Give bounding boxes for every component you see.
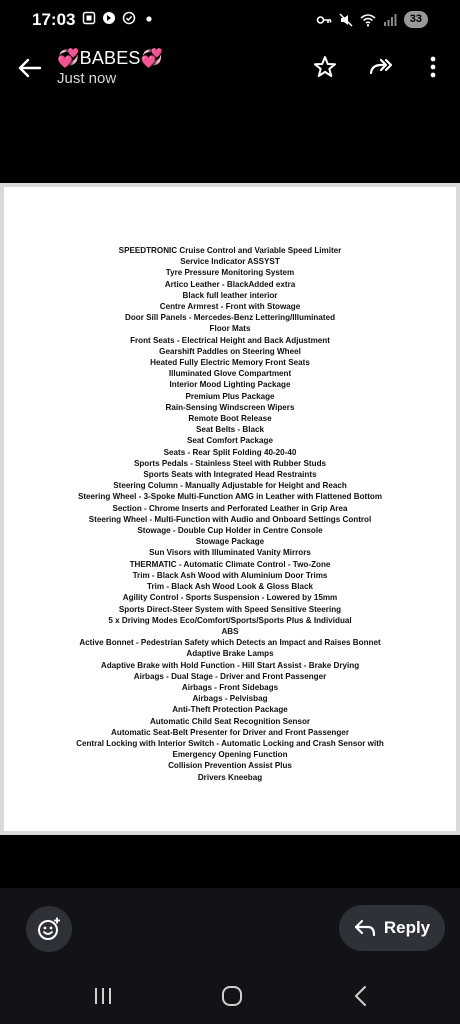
document-line: Section - Chrome Inserts and Perforated Leather in Grip Area: [112, 503, 348, 513]
recents-icon[interactable]: [89, 982, 117, 1010]
message-timestamp: Just now: [57, 70, 117, 87]
document-line: Central Locking with Interior Switch - Automatic Locking and Crash Sensor with: [76, 738, 384, 748]
document-line: Anti-Theft Protection Package: [172, 705, 288, 715]
document-line: Front Seats - Electrical Height and Back Adjustment: [130, 335, 330, 345]
document-text: [4, 245, 456, 783]
document-line: Sports Pedals - Stainless Steel with Rubber Studs: [133, 458, 327, 468]
attachment-viewer[interactable]: [0, 183, 460, 835]
document-line: Remote Boot Release: [188, 414, 272, 424]
document-line: Door Sill Panels - Mercedes-Benz Lettering/Illuminated: [124, 313, 336, 323]
bottom-action-bar: [0, 888, 460, 968]
document-line: Interior Mood Lighting Package: [169, 380, 291, 390]
status-system-icons: [316, 11, 428, 28]
check-circle-icon: [122, 11, 136, 25]
document-line: Sun Visors with Illuminated Vanity Mirrors: [149, 548, 311, 558]
document-line: Steering Wheel - Multi-Function with Audio and Onboard Settings Control: [88, 514, 372, 524]
document-line: 5 x Driving Modes Eco/Comfort/Sports/Sports Plus & Individual: [108, 615, 352, 625]
document-line: Floor Mats: [209, 324, 251, 334]
document-line: Tyre Pressure Monitoring System: [165, 268, 295, 278]
document-line: Stowage - Double Cup Holder in Centre Console: [137, 526, 323, 536]
document-line: Automatic Seat-Belt Presenter for Driver and Front Passenger: [111, 727, 349, 737]
document-line: Airbags - Dual Stage - Driver and Front Passenger: [133, 671, 327, 681]
document-line: Premium Plus Package: [185, 391, 275, 401]
document-line: SPEEDTRONIC Cruise Control and Variable Speed Limiter: [118, 246, 342, 255]
signal-icon: [383, 13, 397, 27]
emoji-add-icon: [36, 916, 62, 942]
chevron-left-icon[interactable]: [347, 982, 375, 1010]
arrow-left-icon[interactable]: [16, 54, 44, 82]
document-line: Illuminated Glove Compartment: [168, 369, 292, 379]
document-line: ABS: [221, 626, 239, 636]
screenshot-icon: [82, 11, 96, 25]
more-vertical-icon[interactable]: [420, 54, 446, 80]
document-line: Sports Direct-Steer System with Speed Sensitive Steering: [118, 604, 342, 614]
document-line: Agility Control - Sports Suspension - Lowered by 15mm: [122, 593, 338, 603]
system-navigation-bar: [0, 968, 460, 1024]
app-bar: [0, 40, 460, 102]
reply-label: Reply: [383, 918, 431, 937]
status-notification-icons: [82, 11, 156, 25]
document-line: Sports Seats with Integrated Head Restraints: [143, 470, 317, 480]
document-line: Trim - Black Ash Wood with Aluminium Door Trims: [132, 570, 328, 580]
document-line: Adaptive Brake with Hold Function - Hill Start Assist - Brake Drying: [100, 660, 360, 670]
document-line: Adaptive Brake Lamps: [186, 649, 274, 659]
document-line: Airbags - Pelvisbag: [192, 694, 268, 704]
home-icon[interactable]: [218, 982, 246, 1010]
reply-button[interactable]: [339, 905, 445, 951]
document-line: Centre Armrest - Front with Stowage: [159, 302, 301, 312]
document-line: Trim - Black Ash Wood Look & Gloss Black: [147, 582, 313, 592]
document-line: Collision Prevention Assist Plus: [168, 761, 292, 771]
document-line: Stowage Package: [195, 537, 265, 547]
emoji-reaction-button[interactable]: [26, 906, 72, 952]
wifi-icon: [360, 13, 376, 27]
document-line: Active Bonnet - Pedestrian Safety which Detects an Impact and Raises Bonnet: [79, 638, 381, 648]
status-bar: [0, 0, 460, 40]
dot-icon: [142, 11, 156, 25]
document-line: Steering Wheel - 3-Spoke Multi-Function AMG in Leather with Flattened Bottom: [77, 492, 383, 502]
document-line: Service Indicator ASSYST: [180, 257, 280, 267]
document-line: Gearshift Paddles on Steering Wheel: [159, 346, 301, 356]
alert-icon: [102, 11, 116, 25]
document-line: Rain-Sensing Windscreen Wipers: [165, 402, 295, 412]
document-line: Automatic Child Seat Recognition Sensor: [149, 716, 311, 726]
document-line: Artico Leather - BlackAdded extra: [164, 279, 296, 289]
document-line: Drivers Kneebag: [197, 772, 263, 782]
document-line: Steering Column - Manually Adjustable for Height and Reach: [113, 481, 347, 491]
document-line: Emergency Opening Function: [172, 750, 288, 760]
forward-arrows-icon[interactable]: [368, 54, 394, 80]
mute-icon: [339, 13, 353, 27]
battery-indicator: 33: [404, 11, 428, 28]
star-icon[interactable]: [312, 54, 338, 80]
document-line: THERMATIC - Automatic Climate Control - Two-Zone: [129, 559, 331, 569]
reply-arrow-icon: [354, 919, 376, 937]
document-line: Seat Comfort Package: [187, 436, 273, 446]
document-page: [4, 187, 456, 831]
key-icon: [316, 13, 332, 27]
document-line: Airbags - Front Sidebags: [181, 682, 279, 692]
status-time: 17:03: [32, 10, 76, 29]
document-line: Seat Belts - Black: [196, 425, 264, 435]
document-line: Seats - Rear Split Folding 40-20-40: [163, 447, 297, 457]
document-line: Heated Fully Electric Memory Front Seats: [150, 358, 310, 368]
conversation-title: 💞BABES💞: [57, 48, 164, 68]
document-line: Black full leather interior: [182, 290, 278, 300]
